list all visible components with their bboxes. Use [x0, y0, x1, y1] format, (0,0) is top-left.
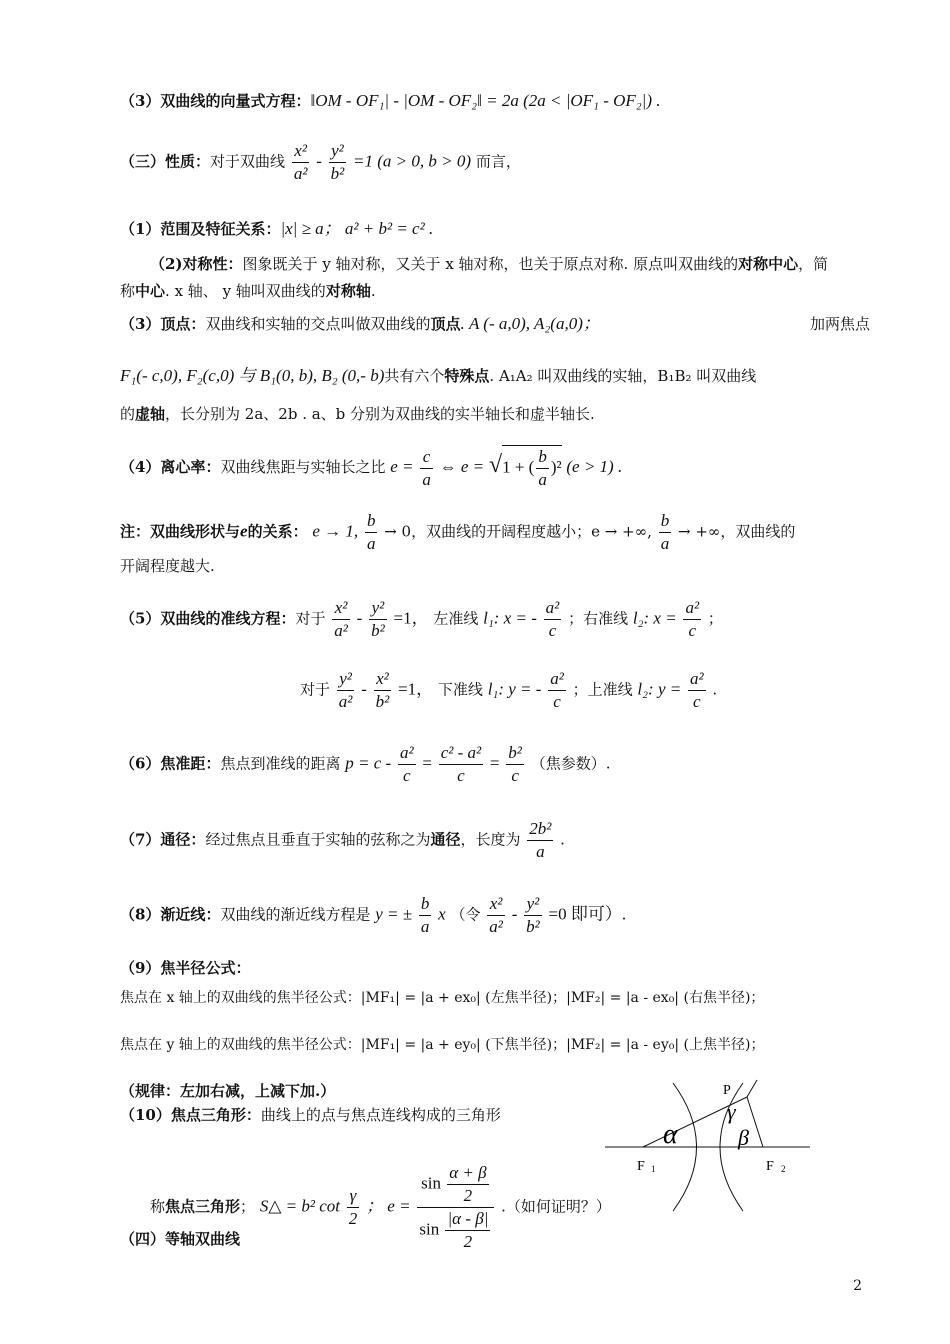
formula: =0 即可）. — [548, 904, 627, 924]
fraction — [683, 597, 701, 642]
denominator: a² — [293, 164, 308, 183]
formula: l₁: y = - — [487, 679, 542, 699]
denominator: a — [538, 470, 547, 489]
properties-heading-line — [120, 140, 870, 185]
vertex-line-1 — [120, 313, 870, 335]
operator: - — [356, 608, 363, 628]
beta-label: β — [738, 1125, 749, 1150]
text: 加两焦点 — [809, 315, 870, 333]
numerator: b — [419, 893, 432, 916]
condition: =1 (a > 0, b > 0) — [353, 151, 472, 171]
text: 开阔程度越大. — [120, 557, 215, 575]
numerator: y² — [337, 668, 355, 691]
text: 焦点在 y 轴上的双曲线的焦半径公式：|MF₁| = |a + ey₀| (下焦半径)；|MF₂| = |a - ey₀| (上焦半径)； — [120, 1037, 765, 1053]
bold-term: 焦点三角形 — [165, 1197, 241, 1216]
text: ； — [707, 609, 723, 628]
fraction — [398, 742, 416, 787]
denominator: 2 — [463, 1186, 473, 1205]
numerator: 2b² — [527, 818, 553, 841]
denominator: a² — [334, 621, 348, 640]
denominator: b² — [330, 164, 345, 183]
text: （焦参数）. — [530, 754, 611, 773]
formula: . A (- a,0), A₂(a,0)； — [460, 314, 600, 333]
numerator: b² — [506, 742, 524, 765]
formula: l₁: x = - — [483, 608, 537, 628]
section-label: （5）双曲线的准线方程： — [120, 609, 296, 628]
fraction — [420, 446, 433, 491]
formula: S△ = b² cot — [259, 1196, 340, 1216]
section-label: （9）焦半径公式： — [120, 959, 251, 977]
formula: e = — [390, 457, 414, 476]
text: 共有六个 — [384, 367, 445, 385]
denominator: a — [420, 917, 430, 936]
fraction — [337, 668, 355, 713]
fraction — [487, 893, 505, 938]
section-label: （7）通径： — [120, 830, 206, 849]
section-label: （3）顶点： — [120, 315, 206, 333]
text: （令 — [450, 905, 481, 924]
text: 而言， — [475, 152, 521, 171]
page-number: 2 — [853, 1278, 862, 1294]
formula: 1 + ( — [502, 457, 535, 477]
focal-triangle-figure — [605, 1075, 820, 1215]
denominator: c — [693, 692, 701, 711]
latus-rectum-line — [120, 818, 870, 863]
eccentricity-line — [120, 445, 870, 491]
numerator: y² — [369, 597, 387, 620]
text: . A₁A₂ 叫双曲线的实轴，B₁B₂ 叫双曲线 — [489, 367, 757, 385]
formula: =1， — [393, 608, 429, 628]
numerator: α + β — [447, 1162, 488, 1185]
fraction — [369, 597, 387, 642]
sqrt-sign: √ — [488, 452, 503, 478]
text: 对于 — [300, 680, 331, 699]
point-p-label: P — [723, 1083, 731, 1098]
denominator: c — [553, 692, 561, 711]
directrix-line-2 — [300, 668, 870, 713]
range-line — [120, 218, 870, 240]
operator: = — [422, 753, 432, 773]
text: 双曲线的渐近线方程是 — [220, 905, 371, 924]
section-label: （3）双曲线的向量式方程： — [120, 92, 311, 110]
denominator: 2 — [463, 1232, 473, 1251]
note-label: 的关系： — [247, 522, 308, 541]
numerator: x² — [292, 140, 310, 163]
fraction — [527, 818, 553, 863]
focus-f2-label: F — [766, 1159, 774, 1174]
operator: - — [511, 904, 518, 924]
numerator: x² — [374, 668, 392, 691]
sin: sin — [419, 1219, 440, 1239]
formula: ⇔ e = — [439, 457, 485, 476]
text: 左准线 — [433, 609, 479, 628]
text: . — [560, 830, 565, 849]
focal-radius-y-line — [120, 1034, 870, 1056]
section-label: （10）焦点三角形： — [120, 1106, 261, 1124]
numerator — [417, 1162, 494, 1208]
numerator: b — [659, 510, 672, 533]
pf2-line — [747, 1097, 763, 1147]
note-line-1 — [120, 510, 870, 555]
text: → 0，双曲线的开阔程度越小；e → +∞, — [384, 522, 652, 541]
fraction — [536, 446, 549, 491]
text: 焦点在 x 轴上的双曲线的焦半径公式：|MF₁| = |a + ex₀| (左焦半径)；|MF₂| = |a - ex₀| (右焦半径)； — [120, 990, 765, 1006]
operator: - — [316, 151, 322, 171]
text: ； — [240, 1197, 256, 1216]
section-label: （三）性质： — [120, 152, 211, 171]
section-label: （四）等轴双曲线 — [120, 1230, 241, 1248]
numerator: x² — [487, 893, 505, 916]
text: ，简 — [798, 255, 829, 273]
fraction — [329, 140, 347, 185]
variable: x — [438, 904, 446, 924]
text: 曲线上的点与焦点连线构成的三角形 — [260, 1106, 501, 1124]
text: . x 轴、 y 轴叫双曲线的 — [165, 282, 326, 300]
fraction — [524, 893, 542, 938]
bold-term: 对称中心 — [738, 255, 799, 273]
formula: )² — [550, 457, 562, 477]
denominator: a — [660, 534, 670, 553]
fraction — [347, 1185, 360, 1230]
fraction — [544, 597, 562, 642]
section-label: （8）渐近线： — [120, 905, 221, 924]
denominator: a — [536, 842, 545, 861]
denominator: a — [366, 534, 376, 553]
denominator: b² — [526, 917, 540, 936]
condition: (e > 1) . — [566, 457, 623, 476]
focal-directrix-line — [120, 742, 870, 787]
numerator: x² — [332, 597, 350, 620]
vector-equation-line — [120, 90, 870, 112]
text: → +∞，双曲线的 — [677, 522, 796, 541]
text: ；右准线 — [568, 609, 629, 628]
focus-f1-label: F — [637, 1159, 645, 1174]
numerator: c — [420, 446, 433, 469]
formula: |x| ≥ a； a² + b² = c² . — [280, 219, 434, 238]
text: 图象既关于 y 轴对称，又关于 x 轴对称，也关于原点对称. 原点叫双曲线的 — [242, 255, 739, 273]
bold-term: 中心 — [135, 282, 166, 300]
fraction — [439, 742, 483, 787]
directrix-line-1 — [120, 597, 870, 642]
numerator: γ — [347, 1185, 360, 1208]
text: 双曲线焦距与实轴长之比 — [220, 458, 386, 476]
fraction — [374, 668, 392, 713]
bold-term: 对称轴 — [325, 282, 371, 300]
formula: l₂: y = — [637, 679, 682, 699]
text: . — [712, 680, 718, 699]
formula: F₁(- c,0), F₂(c,0) 与 B₁(0, b), B₂ (0,- b) — [120, 366, 385, 385]
asymptote-line — [120, 893, 870, 938]
symmetry-line-2 — [120, 280, 870, 302]
formula: p = c - — [345, 753, 392, 773]
numerator: a² — [398, 742, 416, 765]
section-label: （1）范围及特征关系： — [120, 220, 281, 238]
text: 双曲线和实轴的交点叫做双曲线的 — [205, 315, 431, 333]
symmetry-line-1 — [150, 253, 870, 275]
operator: = — [489, 753, 500, 773]
denominator: c — [511, 766, 519, 785]
p-extension — [747, 1080, 757, 1097]
fraction — [506, 742, 524, 787]
section-label: （2)对称性： — [150, 255, 243, 273]
text: ；上准线 — [572, 680, 633, 699]
fraction — [659, 510, 672, 555]
focus-f2-sub: 2 — [781, 1164, 786, 1174]
text: .（如何证明？） — [501, 1197, 611, 1216]
text: 焦点到准线的距离 — [220, 754, 341, 773]
focal-radius-heading — [120, 957, 870, 979]
fraction — [419, 893, 432, 938]
gamma-label: γ — [727, 1099, 736, 1124]
fraction — [548, 668, 566, 713]
bold-term: 虚轴 — [135, 405, 166, 423]
equilateral-heading-line — [120, 1228, 870, 1250]
focal-radius-x-line — [120, 987, 870, 1009]
text: 的 — [120, 405, 136, 423]
text: 下准线 — [437, 680, 483, 699]
text: 称 — [150, 1197, 166, 1216]
numerator: b — [536, 446, 549, 469]
fraction — [292, 140, 310, 185]
denominator: a² — [338, 692, 353, 711]
variable: e — [240, 521, 248, 541]
fraction — [447, 1162, 488, 1207]
denominator: a — [422, 469, 431, 489]
numerator: a² — [683, 597, 701, 620]
text: 称 — [120, 282, 136, 300]
numerator: |α - β| — [445, 1208, 490, 1231]
formula: =1， — [398, 679, 434, 699]
text: 经过焦点且垂直于实轴的弦称之为 — [205, 830, 431, 849]
numerator: y² — [524, 893, 542, 916]
formula: ‖OM - OF₁| - |OM - OF₂‖ = 2a (2a < |OF₁ - OF₂|) . — [310, 91, 661, 110]
numerator: c² - a² — [439, 742, 483, 765]
vertex-line-2 — [120, 365, 870, 387]
formula: l₂: x = — [632, 608, 677, 628]
denominator: c — [457, 766, 465, 785]
numerator: b — [365, 510, 378, 533]
section-label: （4）离心率： — [120, 458, 221, 476]
numerator: a² — [544, 597, 562, 620]
numerator: a² — [548, 668, 566, 691]
vertex-line-3 — [120, 403, 870, 425]
section-label: （6）焦准距： — [120, 754, 221, 773]
numerator: y² — [329, 140, 347, 163]
operator: - — [361, 679, 367, 699]
formula: e → 1, — [312, 521, 359, 541]
bold-term: 通径 — [430, 830, 461, 849]
fraction — [332, 597, 350, 642]
denominator: c — [548, 621, 557, 640]
denominator: c — [403, 766, 411, 785]
alpha-label: α — [663, 1119, 678, 1150]
rule-text: （规律：左加右减，上减下加.） — [120, 1082, 336, 1100]
note-label: 注：双曲线形状与 — [120, 522, 241, 541]
text: 对于 — [295, 609, 326, 628]
text: . — [370, 282, 376, 300]
denominator: a² — [489, 917, 503, 936]
text: 对于双曲线 — [210, 152, 286, 171]
text: ，长度为 — [460, 830, 521, 849]
fraction — [688, 668, 706, 713]
bold-term: 特殊点 — [444, 367, 490, 385]
formula: ； e = — [366, 1196, 411, 1216]
numerator: a² — [688, 668, 706, 691]
fraction — [365, 510, 378, 555]
sqrt-body — [502, 445, 562, 491]
denominator: b² — [375, 692, 390, 711]
formula: y = ± — [375, 904, 413, 924]
text: ，长分别为 2a、2b . a、b 分别为双曲线的实半轴长和虚半轴长. — [165, 405, 595, 423]
sin: sin — [421, 1173, 441, 1193]
bold-term: 顶点 — [430, 315, 461, 333]
denominator: 2 — [348, 1209, 358, 1228]
denominator: b² — [371, 621, 385, 640]
denominator: c — [688, 621, 697, 640]
focus-f1-sub: 1 — [651, 1164, 656, 1174]
note-line-2 — [120, 555, 870, 577]
